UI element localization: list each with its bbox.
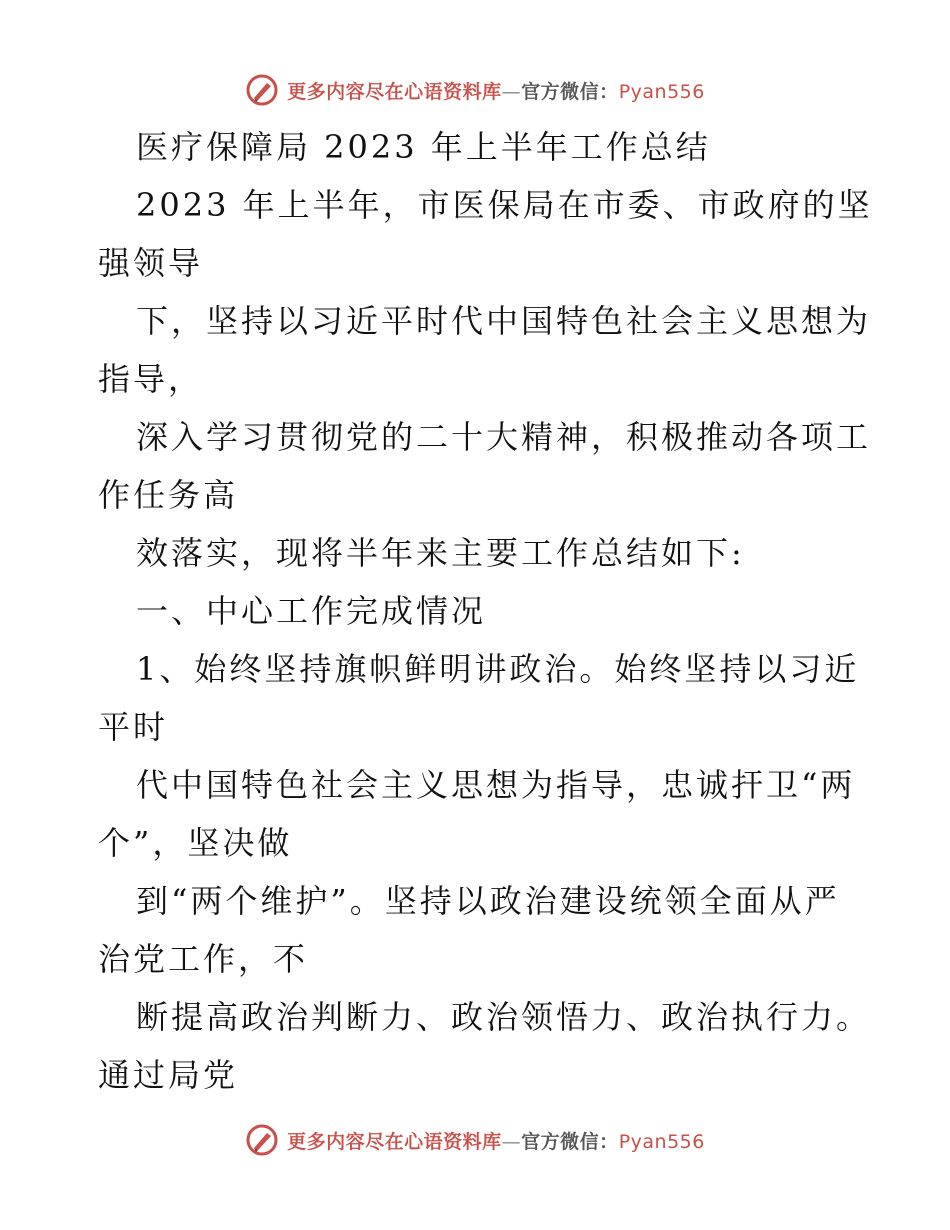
pen-in-circle-icon <box>245 73 279 107</box>
text-line: 1、始终坚持旗帜鲜明讲政治。始终坚持以习近 <box>136 650 860 688</box>
text-line: 效落实，现将半年来主要工作总结如下: <box>136 534 745 572</box>
watermark-text: 更多内容尽在心语资料库—官方微信：Pyan556 <box>287 80 705 103</box>
text-line: 一、中心工作完成情况 <box>136 592 487 630</box>
text-line: 2023 年上半年，市医保局在市委、市政府的坚 <box>136 186 873 224</box>
text-line: 作任务高 <box>98 476 239 514</box>
text-line: 通过局党 <box>98 1056 239 1094</box>
text-line: 下，坚持以习近平时代中国特色社会主义思想为 <box>136 302 872 340</box>
text-line: 强领导 <box>98 244 204 282</box>
text-line: 代中国特色社会主义思想为指导，忠诚扞卫“两 <box>136 766 856 804</box>
text-line: 治党工作，不 <box>98 940 309 978</box>
footer-watermark <box>0 1120 950 1160</box>
text-line: 个”，坚决做 <box>98 824 293 862</box>
watermark-text: 更多内容尽在心语资料库—官方微信：Pyan556 <box>287 1130 705 1153</box>
pen-in-circle-icon <box>245 1123 279 1157</box>
text-line: 指导， <box>98 360 204 398</box>
header-watermark <box>0 70 950 110</box>
text-line: 断提高政治判断力、政治领悟力、政治执行力。 <box>136 998 872 1036</box>
text-line: 医疗保障局 2023 年上半年工作总结 <box>136 128 711 166</box>
text-line: 到“两个维护”。坚持以政治建设统领全面从严 <box>136 882 840 920</box>
text-line: 平时 <box>98 708 169 746</box>
text-line: 深入学习贯彻党的二十大精神，积极推动各项工 <box>136 418 872 456</box>
document-body <box>98 118 873 1104</box>
